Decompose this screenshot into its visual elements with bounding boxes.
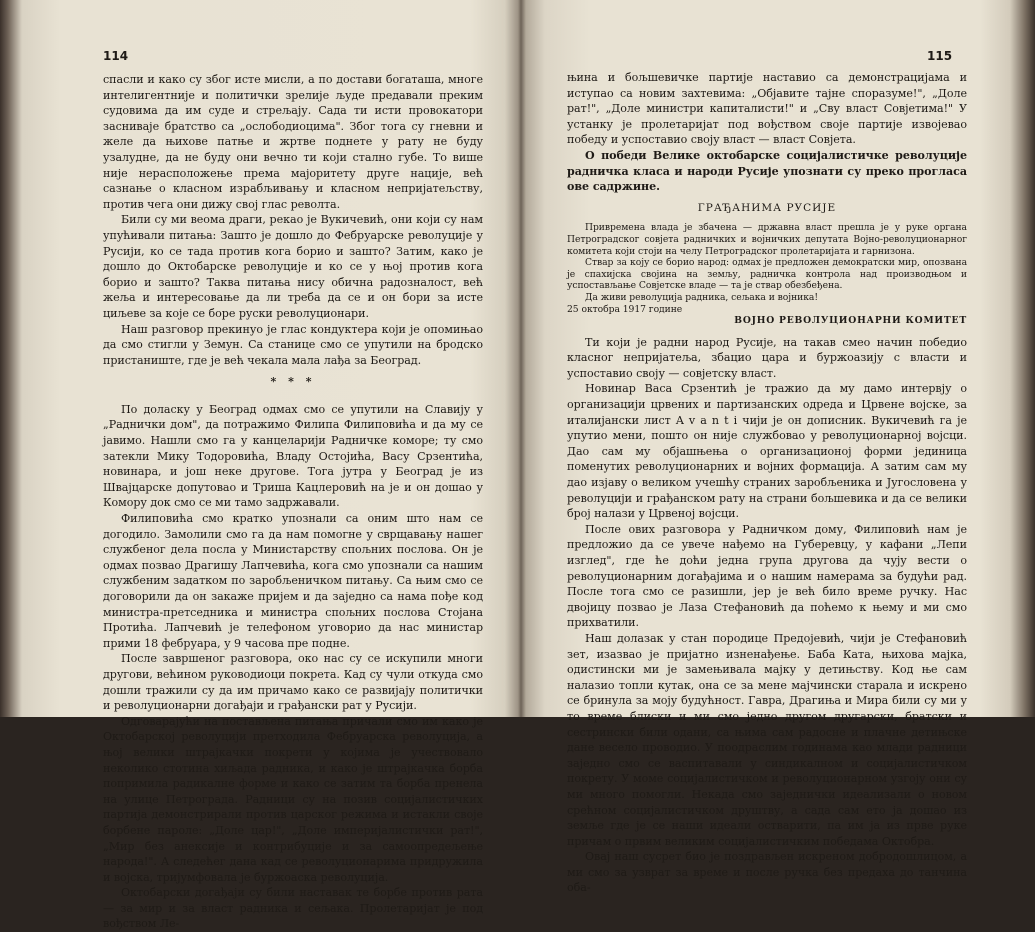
right-page xyxy=(522,0,1035,895)
paragraph: спасли и како су због исте мисли, а по достави богаташа, многе интелигентније и политички зрелије људе предавали преким судовима да им суде и стрељају. Сада ти исти провокатори засниваје братство са „ослободиоцима". Због тога су гневни и желе да њихове патње и жртве поднете у рату не буду узалудне, да не буду они вечно ти који стално губе. То више није нерасположење према мајоритету друге нације, већ сазнање о класном израбљивању и класном непријатељству, против чега они дижу свој глас револта. xyxy=(103,73,483,211)
proclamation-signature: ВОЈНО РЕВОЛУЦИОНАРНИ КОМИТЕТ xyxy=(734,315,967,327)
proclamation-line: Привремена влада је збачена — државна власт прешла је у руке органа Петроградског совјета радничких и војничких депутата Војно-револуционарног комитета који стоји на челу Петроградског пролетаријата и гарнизона. xyxy=(567,222,967,257)
proclamation-title: ГРАЂАНИМА РУСИЈЕ xyxy=(697,201,837,214)
paragraph: њина и бољшевичке партије наставио са демонстрацијама и иступао са новим захтевима: „Објавите тајне споразуме!", „Доле рат!", „Доле министри капиталисти!" и „Сву власт Совјетима!" У устанку је пролетаријат под вођством своје партије извојевао победу и успоставио своју власт — власт Совјета. xyxy=(567,71,967,147)
bold-paragraph: О победи Велике октобарске социјалистичке револуције радничка класа и народи Русије упознати су преко прогласа ове садржине. xyxy=(567,148,967,194)
proclamation-line: Ствар за коју се борио народ: одмах је предложен демократски мир, опозвана је спахијска својина на земљу, радничка контрола над производњом и успостављање Совјетске владе — та је ствар обезбеђена. xyxy=(567,257,967,292)
section-separator: * * * xyxy=(270,375,316,389)
paragraph: Наш долазак у стан породице Предојевић, чији је Стефановић зет, изазвао је пријатно изненађење. Баба Ката, њихова мајка, одистински ми је замењивала мајку у детињству. Код ње сам налазио топли кутак, она се за мене мајчински старала и искрено се бринула за моју будућност. Гавра, Драгиња и Мира били су ми у то време блиски и ми смо једно другом другарски, братски и сестрински били одани, са њима сам радосне и плачне детињске дане весело проводио. У поодраслим годинама као млади радници заједно смо се васпитавали у синдикалном и социјалистичком покрету. У моме социјалистичком и револуционарном узгоју они су ми много помогли. Некада смо заједнички идеализали о новом срећном социјалистичком друштву, а сада сам ето ја дошао из земље где је се наши идеали остварити, па им ја из прве руке причам о првим великим социјалистичким победама Октобра. xyxy=(567,631,967,848)
paragraph: Ти који је радни народ Русије, на такав смео начин победио класног непријатеља, збацио цара и буржоазију с власти и успоставио своју — совјетску власт. xyxy=(567,335,967,380)
paragraph: После ових разговора у Радничком дому, Филиповић нам је предложио да се увече нађемо на Губеревцу, у кафани „Лепи изглед", где ће доћи једна група другова да чују вести о револуционарним догађајима и о нашим намерама за будући рад. После тога смо се разишли, јер је већ било време ручку. Нас двојицу позвао је Лаза Стефановић да поћемо к њему и ми смо прихватили. xyxy=(567,522,967,630)
paragraph: Новинар Васа Срзентић је тражио да му дамо интервју о организацији црвених и партизанских одреда и Црвене војске, за италијански лист A v a n t i чији је он дописник. Вукичевић га је упутио мени, пошто он није службовао у револуционарној војсци. Дао сам му објашњења о организационој форми јединица поменутих револуционарних и војних формација. А затим сам му дао изјаву о великом учешћу страних заробљеника и Југословена у револуцији и грађанском рату на страни бољшевика и да се велики број налази у Црвеној војсци. xyxy=(567,382,967,521)
paragraph: Октобарски догађаји су били наставак те борбе против рата — за мир и за власт радника и сељака. Пролетаријат је под вођством Ле- xyxy=(103,886,483,931)
right-page-number: 115 xyxy=(927,49,953,63)
paragraph: После завршеног разговора, око нас су се искупили многи другови, већином руководиоци покрета. Кад су чули откуда смо дошли тражили су да им причамо како се развијају политички и револуционарни догађаји и грађански рат у Русији. xyxy=(103,652,483,713)
paragraph: Овај наш сусрет био је поздрављен искреном добродошлицом, а ми смо за узврат за време и после ручка без предаха до танчина оба- xyxy=(567,850,967,895)
paragraph: Филиповића смо кратко упознали са оним што нам се догодило. Замолили смо га да нам помогне у сврщавању нашег службеног дела посла у Министарству спољних послова. Он је одмах позвао Драгишу Лапчевића, кога смо упознали са нашим службеним задатком по заробљеничком питању. Са њим смо се договорили да он закаже пријем и да заједно са нама пође код министра-претседника и министра спољних послова Стојана Протића. Лапчевић је телефоном уговорио да нас министар прими 18 фебруара, у 9 часова пре подне. xyxy=(103,512,483,650)
proclamation xyxy=(567,201,967,327)
paragraph: Одговарајући на постављена питања причали смо им како је Октобарској револуцији претходила Фебруарска револуција, а њој велики штрајкачки покрети у којима је учествовало неколико стотина хиљада радника, и како је штрајкачка борба попримила радикалне форме и како се затим та борба пренела на улице Петрограда. Радници су на позив социјалистичких партија демонстрирали против царског режима и истакли своје борбене пароле: „Доле цар!", „Доле империјалистички рат!", „Мир без анексије и контрибуције и за самоопредељење народа!". А следећег дана кад се револуционарима придружила и војска, тријумфовала је буржоаска револуција. xyxy=(103,714,483,884)
proclamation-line: Да живи револуција радника, сељака и војника! xyxy=(585,291,818,303)
proclamation-date: 25 октобра 1917 године xyxy=(567,303,683,315)
paragraph: По доласку у Београд одмах смо се упутили на Славију у „Раднички дом", да потражимо Филипа Филиповића и да му се јавимо. Нашли смо га у канцеларији Радничке коморе; ту смо затекли Мику Тодоровића, Владу Остојића, Васу Срзентића, новинара, и још неке другове. Тога јутра у Београд је из Швајцарске допутовао и Триша Кацлеровић на је и он дошао у Комору док смо се ми тамо задржавали. xyxy=(103,402,483,510)
left-page-text xyxy=(103,72,483,932)
paragraph: Наш разговор прекинуо је глас кондуктера који је опомињао да смо стигли у Земун. Са станице смо се упутили на бродско пристаниште, где је већ чекала мала лађа за Београд. xyxy=(103,322,483,367)
right-page-text xyxy=(567,70,967,896)
left-page-number: 114 xyxy=(103,49,129,63)
paragraph: Били су ми веома драги, рекао је Вукичевић, они који су нам упућивали питања: Зашто је дошло до Фебруарске револуције у Русији, ко се тада против кога борио и зашто? Затим, како је дошло до Октобарске револуције и ко се у њој против кога борио и зашто? Таква питања нису обична радозналост, већ жеља и интересовање да ли треба да се и он бори за исте циљеве за које се боре руски револуционари. xyxy=(103,213,483,320)
